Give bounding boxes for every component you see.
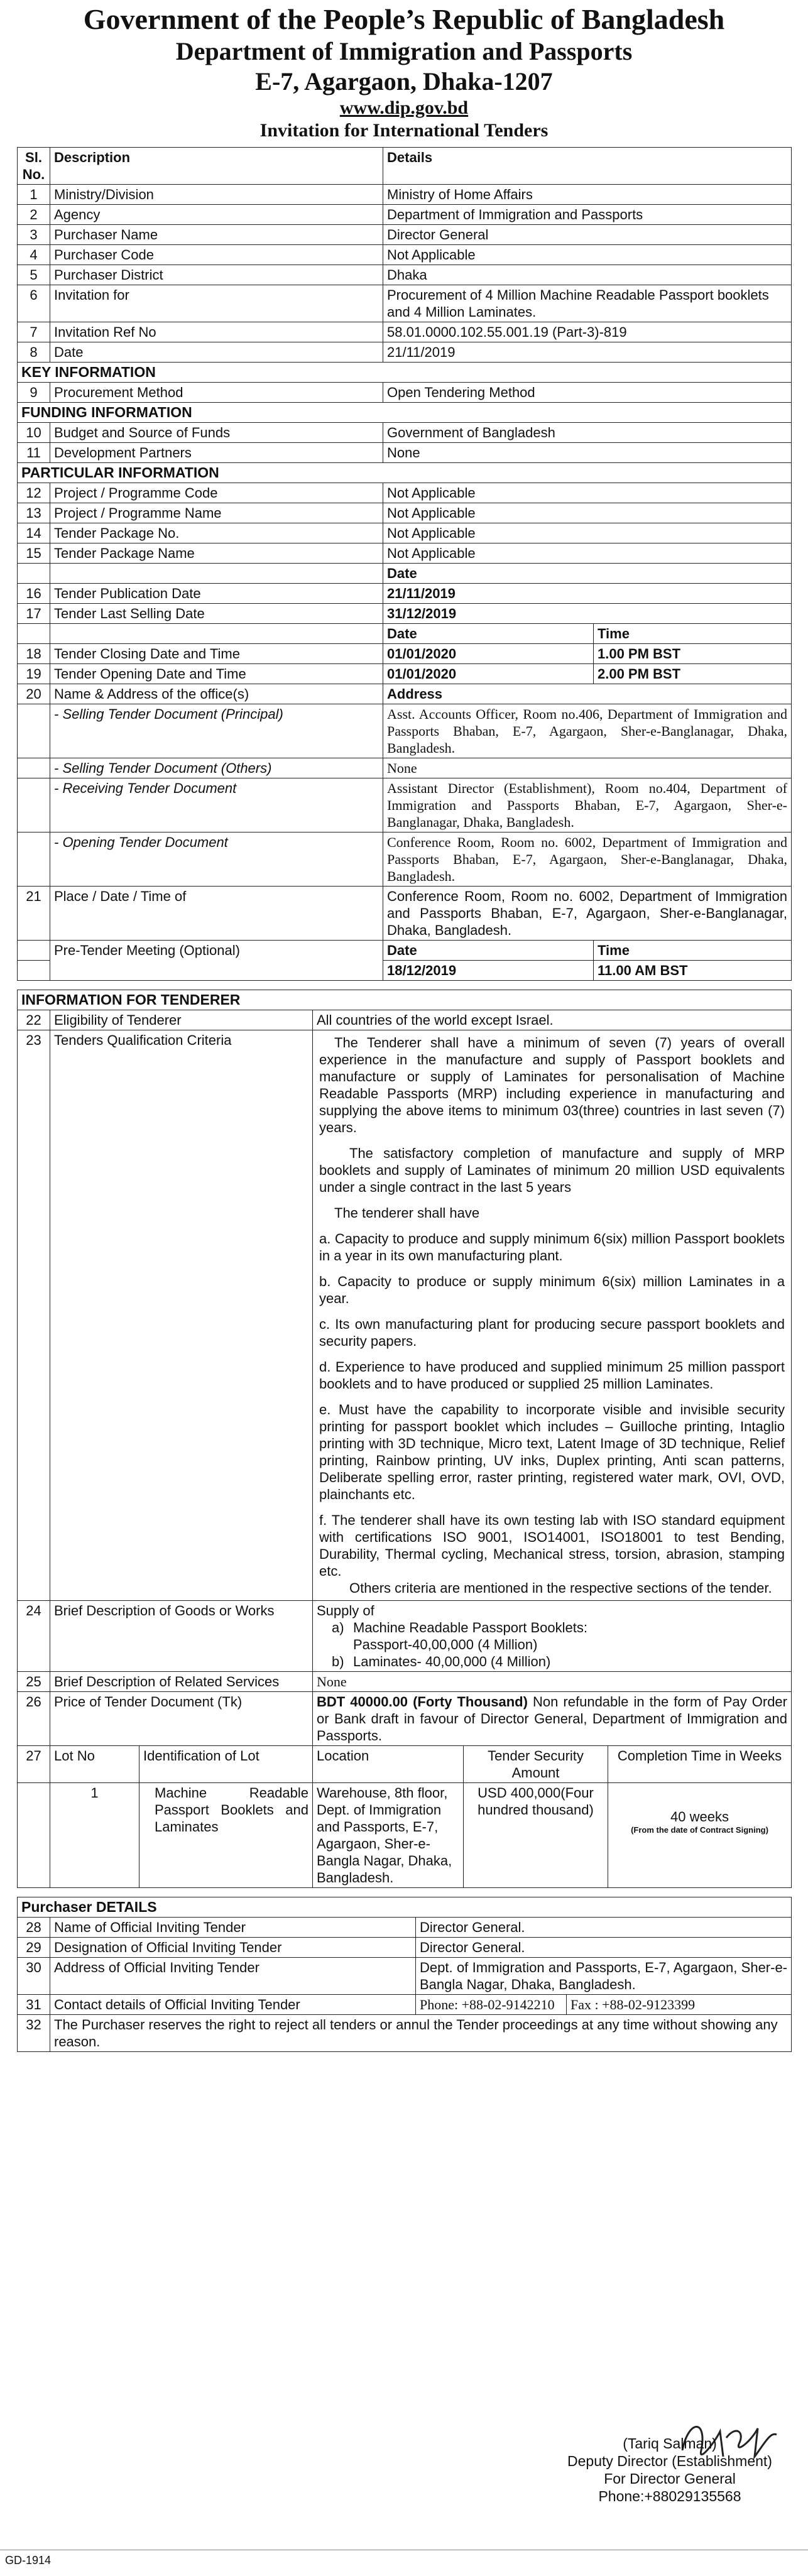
row-description: Brief Description of Goods or Works bbox=[50, 1601, 313, 1672]
row-detail: Asst. Accounts Officer, Room no.406, Department of Immigration and Passports Bhaban, E-7, Agargaon, Sher-e-Banglanagar, Dhaka, Bangladesh. bbox=[383, 704, 792, 758]
row-number: 13 bbox=[18, 503, 50, 523]
row-number: 8 bbox=[18, 342, 50, 363]
lot-header-row bbox=[18, 1746, 792, 1783]
section-information-for-tenderer: INFORMATION FOR TENDERER bbox=[18, 990, 792, 1010]
row-description: Place / Date / Time of bbox=[50, 887, 383, 941]
row-number: 25 bbox=[18, 1672, 50, 1692]
goods-item bbox=[317, 1619, 787, 1636]
tenderer-table bbox=[17, 990, 792, 1888]
office-description: - Opening Tender Document bbox=[50, 832, 383, 887]
row-detail: Not Applicable bbox=[383, 483, 792, 503]
section-key-information: KEY INFORMATION bbox=[18, 363, 792, 383]
criteria-item: a. Capacity to produce and supply minimum 6(six) million Passport booklets in a year in its own manufacturing plant. bbox=[319, 1231, 785, 1263]
item-text: Machine Readable Passport Booklets: bbox=[353, 1620, 587, 1635]
table-row bbox=[18, 778, 792, 832]
row-description: Name of Official Inviting Tender bbox=[50, 1918, 416, 1938]
completion-time-header: Completion Time in Weeks bbox=[608, 1746, 792, 1783]
table-row bbox=[18, 185, 792, 205]
tender-table bbox=[17, 147, 792, 981]
table-row bbox=[18, 225, 792, 245]
row-detail: Department of Immigration and Passports bbox=[383, 205, 792, 225]
table-row bbox=[18, 1938, 792, 1958]
notice-header bbox=[17, 3, 791, 142]
signature-block bbox=[557, 2435, 783, 2505]
row-description: Tenders Qualification Criteria bbox=[50, 1030, 313, 1601]
last-selling-date: 31/12/2019 bbox=[383, 604, 792, 624]
government-title: Government of the People’s Republic of Bangladesh bbox=[83, 3, 725, 35]
purchaser-rights-statement: The Purchaser reserves the right to reject all tenders or annul the Tender proceedings at any time without showing any reason. bbox=[50, 2015, 792, 2052]
tender-document-price bbox=[313, 1692, 792, 1746]
table-row bbox=[18, 1918, 792, 1938]
row-number: 28 bbox=[18, 1918, 50, 1938]
row-detail: None bbox=[313, 1672, 792, 1692]
table-row bbox=[18, 1692, 792, 1746]
lot-location: Warehouse, 8th floor, Dept. of Immigration and Passports, E-7, Agargaon, Sher-e-Bangla Nagar, Dhaka, Bangladesh. bbox=[313, 1783, 464, 1888]
row-description: Eligibility of Tenderer bbox=[50, 1010, 313, 1030]
criteria-paragraph: Others criteria are mentioned in the respective sections of the tender. bbox=[349, 1580, 772, 1596]
table-row bbox=[18, 664, 792, 684]
signatory-for: For Director General bbox=[604, 2470, 736, 2487]
row-number: 16 bbox=[18, 584, 50, 604]
row-number: 2 bbox=[18, 205, 50, 225]
row-detail: Ministry of Home Affairs bbox=[383, 185, 792, 205]
row-description: Agency bbox=[50, 205, 383, 225]
closing-date: 01/01/2020 bbox=[383, 644, 594, 664]
funding-rows bbox=[18, 423, 792, 463]
header-details: Details bbox=[383, 148, 792, 185]
row-description: Tender Package No. bbox=[50, 523, 383, 543]
row-description: Tender Package Name bbox=[50, 543, 383, 564]
row-description: Tender Last Selling Date bbox=[50, 604, 383, 624]
tender-security-header: Tender Security Amount bbox=[464, 1746, 608, 1783]
row-detail: Conference Room, Room no. 6002, Department of Immigration and Passports Bhaban, E-7, Agargaon, Sher-e-Banglanagar, Dhaka, Bangladesh. bbox=[383, 887, 792, 941]
row-detail: Not Applicable bbox=[383, 523, 792, 543]
row-detail: Director General. bbox=[416, 1938, 792, 1958]
table-row bbox=[18, 342, 792, 363]
purchaser-table bbox=[17, 1897, 792, 2052]
row-number: 11 bbox=[18, 443, 50, 463]
row-detail: Government of Bangladesh bbox=[383, 423, 792, 443]
row-number: 7 bbox=[18, 322, 50, 342]
row-number: 26 bbox=[18, 1692, 50, 1746]
criteria-paragraph: The Tenderer shall have a minimum of seven (7) years of overall experience in the manufacture and supply of Passport booklets and manufacture or supply of Laminates for personalisation of Machine Readable Passports (MRP) including experience in manufacturing and supplying the above items to minimum 03(three) countries in last seven (7) years. bbox=[319, 1035, 785, 1135]
item-label: b) bbox=[332, 1654, 344, 1669]
row-detail: Dept. of Immigration and Passports, E-7, Agargaon, Sher-e-Bangla Nagar, Dhaka, Bangladesh. bbox=[416, 1958, 792, 1995]
row-number: 15 bbox=[18, 543, 50, 564]
qualification-criteria bbox=[313, 1030, 792, 1601]
table-row bbox=[18, 523, 792, 543]
table-row bbox=[18, 1601, 792, 1672]
office-rows bbox=[18, 704, 792, 887]
table-row bbox=[18, 543, 792, 564]
criteria-item: f. The tenderer shall have its own testing lab with ISO standard equipment with certifications ISO 9001, ISO14001, ISO18001 to test Bending, Durability, Thermal cycling, Mechanical stress, torsion, abrasion, stamping etc. bbox=[319, 1512, 785, 1579]
row-number: 23 bbox=[18, 1030, 50, 1601]
row-description: Invitation for bbox=[50, 285, 383, 322]
row-detail: Open Tendering Method bbox=[383, 383, 792, 403]
table-header-row bbox=[18, 148, 792, 185]
row-description: Pre-Tender Meeting (Optional) bbox=[50, 941, 383, 981]
section-purchaser-details: Purchaser DETAILS bbox=[18, 1897, 792, 1918]
row-detail: 58.01.0000.102.55.001.19 (Part-3)-819 bbox=[383, 322, 792, 342]
row-description: Project / Programme Code bbox=[50, 483, 383, 503]
date-label: Date bbox=[383, 564, 792, 584]
particular-rows bbox=[18, 483, 792, 564]
row-description: Purchaser District bbox=[50, 265, 383, 285]
date-label: Date bbox=[383, 624, 594, 644]
criteria-item: d. Experience to have produced and supplied minimum 25 million passport booklets and to have produced or supplied 25 million Laminates. bbox=[319, 1359, 785, 1392]
row-number: 30 bbox=[18, 1958, 50, 1995]
lot-no-header: Lot No bbox=[50, 1746, 139, 1783]
row-detail: Conference Room, Room no. 6002, Department of Immigration and Passports Bhaban, E-7, Agargaon, Sher-e-Banglanagar, Dhaka, Bangladesh. bbox=[383, 832, 792, 887]
office-description: - Receiving Tender Document bbox=[50, 778, 383, 832]
row-number: 6 bbox=[18, 285, 50, 322]
section-particular-information: PARTICULAR INFORMATION bbox=[18, 463, 792, 483]
item-label: a) bbox=[332, 1620, 344, 1635]
row-description: Designation of Official Inviting Tender bbox=[50, 1938, 416, 1958]
office-description: - Selling Tender Document (Principal) bbox=[50, 704, 383, 758]
department-title: Department of Immigration and Passports bbox=[175, 37, 633, 65]
row-number: 3 bbox=[18, 225, 50, 245]
contact-fax: Fax : +88-02-9123399 bbox=[567, 1995, 792, 2015]
completion-weeks: 40 weeks bbox=[670, 1809, 729, 1825]
row-description: Project / Programme Name bbox=[50, 503, 383, 523]
price-terms: Non refundable in the form of Pay Order or Bank draft in favour of Director General, Department of Immigration and Passports. bbox=[317, 1694, 787, 1744]
lot-identification: Machine Readable Passport Booklets and Laminates bbox=[139, 1783, 313, 1888]
table-row bbox=[18, 483, 792, 503]
criteria-paragraph: The tenderer shall have bbox=[334, 1205, 480, 1221]
signatory-name: (Tariq Salman) bbox=[623, 2435, 717, 2452]
website-link[interactable]: www.dip.gov.bd bbox=[339, 97, 469, 118]
opening-date: 01/01/2020 bbox=[383, 664, 594, 684]
lot-row bbox=[18, 1783, 792, 1888]
table-row bbox=[18, 832, 792, 887]
address-title: E-7, Agargaon, Dhaka-1207 bbox=[255, 67, 553, 96]
row-description: Development Partners bbox=[50, 443, 383, 463]
row-number: 4 bbox=[18, 245, 50, 265]
tender-security-amount: USD 400,000(Four hundred thousand) bbox=[464, 1783, 608, 1888]
time-label: Time bbox=[594, 624, 792, 644]
row-description: Brief Description of Related Services bbox=[50, 1672, 313, 1692]
general-rows bbox=[18, 185, 792, 363]
purchaser-rows bbox=[18, 1918, 792, 1995]
table-row bbox=[18, 644, 792, 664]
pretender-label-row bbox=[18, 941, 792, 961]
row-description: Procurement Method bbox=[50, 383, 383, 403]
signatory-title: Deputy Director (Establishment) bbox=[567, 2453, 772, 2469]
row-detail: Dhaka bbox=[383, 265, 792, 285]
table-row bbox=[18, 265, 792, 285]
row-description: Date bbox=[50, 342, 383, 363]
table-row bbox=[18, 245, 792, 265]
row-detail: Not Applicable bbox=[383, 245, 792, 265]
publication-date: 21/11/2019 bbox=[383, 584, 792, 604]
row-number: 22 bbox=[18, 1010, 50, 1030]
row-number: 5 bbox=[18, 265, 50, 285]
criteria-list bbox=[319, 1230, 785, 1503]
row-number: 18 bbox=[18, 644, 50, 664]
address-label: Address bbox=[383, 684, 792, 704]
eligibility-detail: All countries of the world except Israel. bbox=[313, 1010, 792, 1030]
signatory-phone: Phone:+88029135568 bbox=[598, 2488, 741, 2504]
table-row bbox=[18, 684, 792, 704]
date-time-label-row bbox=[18, 624, 792, 644]
contact-phone: Phone: +88-02-9142210 bbox=[416, 1995, 567, 2015]
row-number: 19 bbox=[18, 664, 50, 684]
row-description: Purchaser Name bbox=[50, 225, 383, 245]
row-detail: 21/11/2019 bbox=[383, 342, 792, 363]
section-funding-information: FUNDING INFORMATION bbox=[18, 403, 792, 423]
row-description: Contact details of Official Inviting Tender bbox=[50, 1995, 416, 2015]
row-number: 1 bbox=[18, 185, 50, 205]
row-number: 20 bbox=[18, 684, 50, 704]
row-number: 17 bbox=[18, 604, 50, 624]
date-label-row bbox=[18, 564, 792, 584]
row-description: Address of Official Inviting Tender bbox=[50, 1958, 416, 1995]
goods-item-quantity: Passport-40,00,000 (4 Million) bbox=[353, 1637, 538, 1652]
row-detail: Not Applicable bbox=[383, 543, 792, 564]
supply-label: Supply of bbox=[317, 1603, 374, 1618]
table-row bbox=[18, 1995, 792, 2015]
pretender-date: 18/12/2019 bbox=[383, 961, 594, 981]
row-detail: None bbox=[383, 443, 792, 463]
row-number: 9 bbox=[18, 383, 50, 403]
office-description: - Selling Tender Document (Others) bbox=[50, 758, 383, 778]
price-amount: BDT 40000.00 (Forty Thousand) bbox=[317, 1694, 528, 1710]
row-description: Tender Publication Date bbox=[50, 584, 383, 604]
closing-time: 1.00 PM BST bbox=[594, 644, 792, 664]
row-description: Budget and Source of Funds bbox=[50, 423, 383, 443]
table-row bbox=[18, 423, 792, 443]
table-row bbox=[18, 503, 792, 523]
date-label: Date bbox=[383, 941, 594, 961]
goods-description bbox=[313, 1601, 792, 1672]
row-detail: Procurement of 4 Million Machine Readable Passport booklets and 4 Million Laminates. bbox=[383, 285, 792, 322]
opening-time: 2.00 PM BST bbox=[594, 664, 792, 684]
row-number: 12 bbox=[18, 483, 50, 503]
row-number: 10 bbox=[18, 423, 50, 443]
criteria-item: b. Capacity to produce or supply minimum 6(six) million Laminates in a year. bbox=[319, 1274, 785, 1306]
criteria-paragraph: The satisfactory completion of manufacture and supply of MRP booklets and supply of Laminates of minimum 20 million USD equivalents under a single contract in the last 5 years bbox=[319, 1145, 785, 1195]
row-detail: Assistant Director (Establishment), Room no.404, Department of Immigration and Passports Bhaban, E-7, Agargaon, Sher-e-Banglanagar, Dhaka, Bangladesh. bbox=[383, 778, 792, 832]
footer-code: GD-1914 bbox=[5, 2554, 52, 2567]
header-sl: Sl. No. bbox=[18, 148, 50, 185]
table-row bbox=[18, 285, 792, 322]
row-description: Invitation Ref No bbox=[50, 322, 383, 342]
criteria-item: e. Must have the capability to incorporate visible and invisible security printing for passport booklet which includes – Guilloche printing, Intaglio printing with 3D technique, Micro text, Latent Image of 3D technique, Relief printing, Rainbow printing, UV inks, Duplex printing, Anti scan patterns, Deliberate spelling error, raster printing, registered water mark, OVI, OVD, plainchants etc. bbox=[319, 1402, 785, 1502]
lot-identification-header: Identification of Lot bbox=[139, 1746, 313, 1783]
lot-number: 1 bbox=[50, 1783, 139, 1888]
row-description: Tender Opening Date and Time bbox=[50, 664, 383, 684]
lot-location-header: Location bbox=[313, 1746, 464, 1783]
row-description: Ministry/Division bbox=[50, 185, 383, 205]
row-description: Price of Tender Document (Tk) bbox=[50, 1692, 313, 1746]
row-number: 21 bbox=[18, 887, 50, 941]
row-description: Tender Closing Date and Time bbox=[50, 644, 383, 664]
goods-item bbox=[317, 1653, 787, 1670]
pretender-time: 11.00 AM BST bbox=[594, 961, 792, 981]
row-number: 31 bbox=[18, 1995, 50, 2015]
table-row bbox=[18, 584, 792, 604]
table-row bbox=[18, 443, 792, 463]
table-row bbox=[18, 322, 792, 342]
row-number: 29 bbox=[18, 1938, 50, 1958]
table-row bbox=[18, 1010, 792, 1030]
criteria-item: c. Its own manufacturing plant for producing secure passport booklets and security papers. bbox=[319, 1316, 785, 1349]
row-detail: None bbox=[383, 758, 792, 778]
row-number: 27 bbox=[18, 1746, 50, 1783]
row-number: 32 bbox=[18, 2015, 50, 2052]
table-row bbox=[18, 758, 792, 778]
row-number: 24 bbox=[18, 1601, 50, 1672]
time-label: Time bbox=[594, 941, 792, 961]
completion-note: (From the date of Contract Signing) bbox=[631, 1825, 768, 1835]
row-description: Name & Address of the office(s) bbox=[50, 684, 383, 704]
header-description: Description bbox=[50, 148, 383, 185]
table-row bbox=[18, 1958, 792, 1995]
table-row bbox=[18, 205, 792, 225]
row-detail: Not Applicable bbox=[383, 503, 792, 523]
table-row bbox=[18, 383, 792, 403]
table-row bbox=[18, 2015, 792, 2052]
tender-notice bbox=[17, 0, 791, 2052]
row-description: Purchaser Code bbox=[50, 245, 383, 265]
row-number: 14 bbox=[18, 523, 50, 543]
table-row bbox=[18, 887, 792, 941]
item-text: Laminates- 40,00,000 (4 Million) bbox=[353, 1654, 551, 1669]
notice-subtitle: Invitation for International Tenders bbox=[259, 120, 549, 141]
table-row bbox=[18, 1672, 792, 1692]
table-row bbox=[18, 604, 792, 624]
table-row bbox=[18, 1030, 792, 1601]
table-row bbox=[18, 704, 792, 758]
completion-time bbox=[608, 1783, 792, 1888]
row-detail: Director General bbox=[383, 225, 792, 245]
row-detail: Director General. bbox=[416, 1918, 792, 1938]
